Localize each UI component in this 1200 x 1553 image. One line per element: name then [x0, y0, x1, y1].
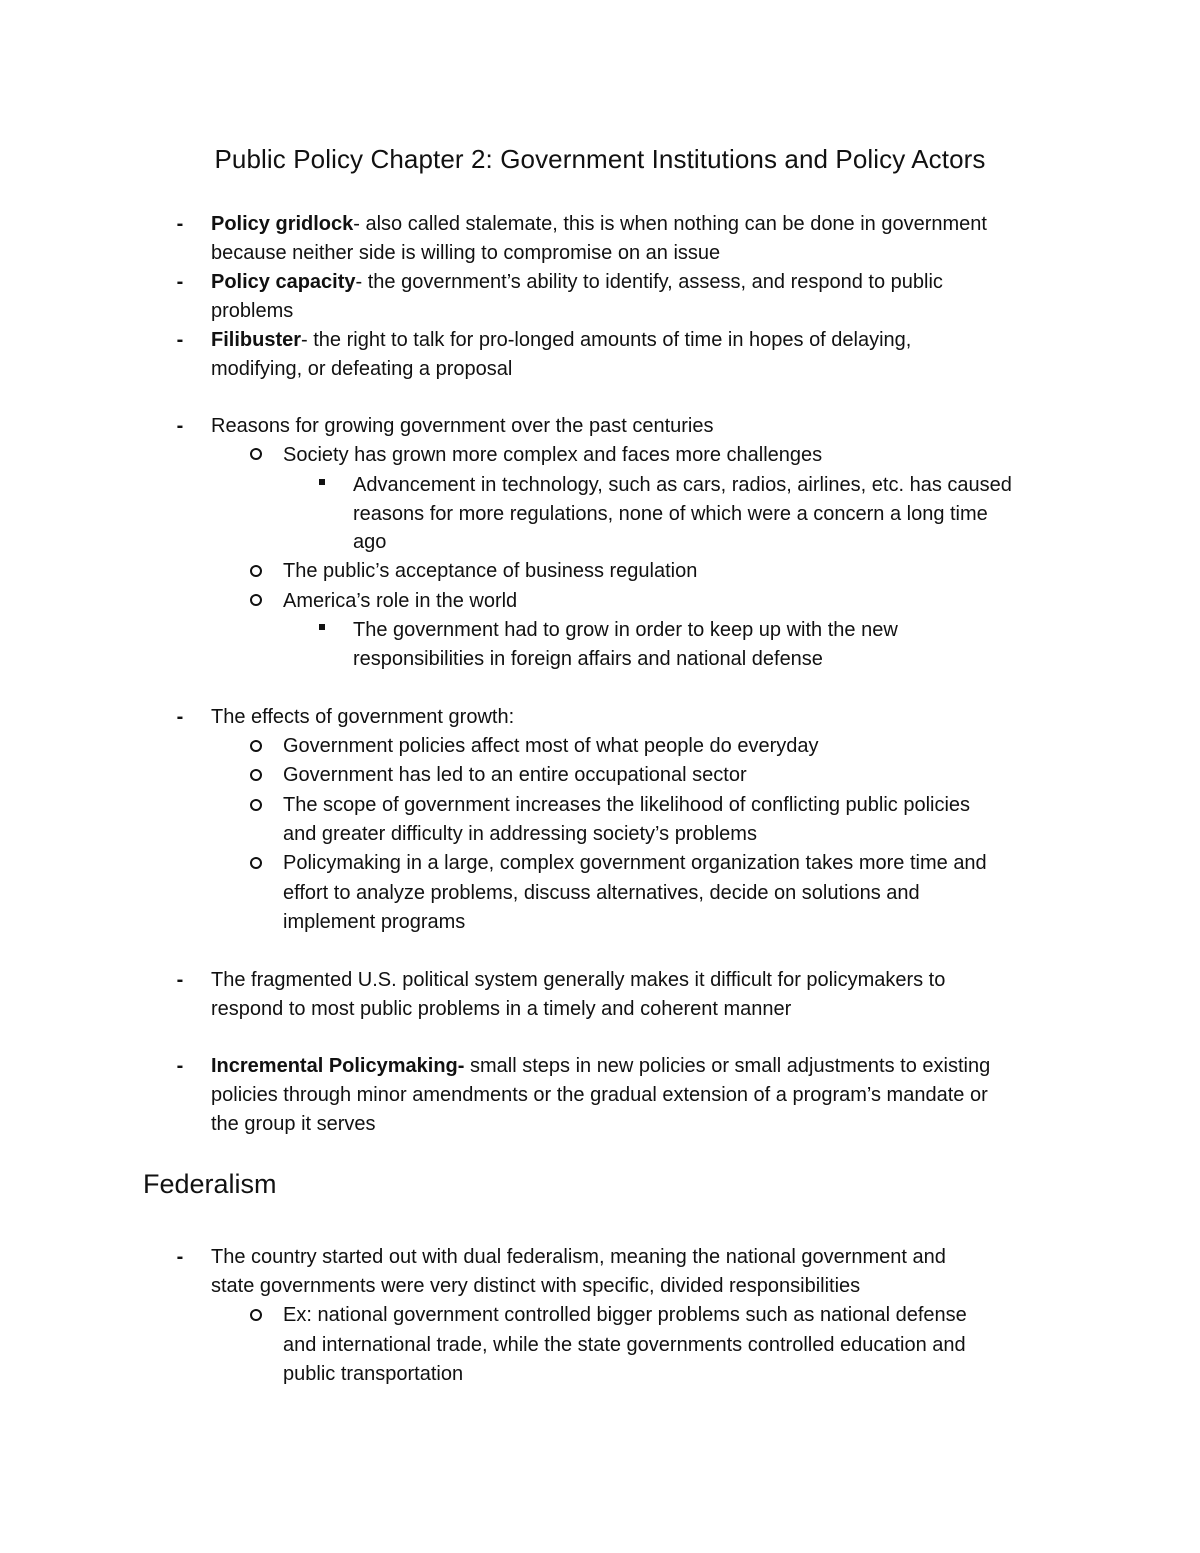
definition-filibuster	[211, 326, 911, 355]
reasons-heading: Reasons for growing government over the past centuries	[211, 415, 714, 437]
circle-bullet-icon	[250, 740, 262, 752]
list-item: Ex: national government controlled bigger problems such as national defense	[283, 1304, 967, 1326]
square-bullet-icon	[319, 479, 325, 485]
definition-text: - also called stalemate, this is when nothing can be done in government	[353, 213, 987, 235]
circle-bullet-icon	[250, 594, 262, 606]
text-line: policies through minor amendments or the gradual extension of a program’s mandate or	[211, 1084, 988, 1106]
text-line: state governments were very distinct with specific, divided responsibilities	[211, 1275, 861, 1297]
circle-bullet-icon	[250, 799, 262, 811]
definition-policy-capacity	[211, 268, 943, 297]
text-line: responsibilities in foreign affairs and national defense	[353, 648, 823, 670]
text-line: The government had to grow in order to keep up with the new	[353, 619, 898, 641]
text-line: The fragmented U.S. political system generally makes it difficult for policymakers to	[211, 969, 946, 991]
circle-bullet-icon	[250, 769, 262, 781]
text-line: problems	[211, 300, 294, 322]
text-line: ago	[353, 531, 387, 553]
list-item: Government has led to an entire occupational sector	[283, 764, 747, 786]
list-item: The scope of government increases the likelihood of conflicting public policies	[283, 794, 971, 816]
bullet-dash: -	[176, 1055, 184, 1077]
term: Incremental Policymaking-	[211, 1055, 465, 1077]
term: Policy gridlock	[211, 213, 354, 235]
definition-text: - the right to talk for pro-longed amounts of time in hopes of delaying,	[301, 329, 912, 351]
term: Filibuster	[211, 329, 302, 351]
text-line: modifying, or defeating a proposal	[211, 358, 513, 380]
text-line: the group it serves	[211, 1113, 376, 1135]
text-line: effort to analyze problems, discuss alternatives, decide on solutions and	[283, 882, 920, 904]
text-line: and international trade, while the state governments controlled education and	[283, 1334, 966, 1356]
section-heading-federalism: Federalism	[143, 1169, 277, 1199]
bullet-dash: -	[176, 1246, 184, 1268]
text-line: respond to most public problems in a timely and coherent manner	[211, 998, 792, 1020]
definition-text: - the government’s ability to identify, assess, and respond to public	[355, 271, 943, 293]
bullet-dash: -	[176, 213, 184, 235]
list-item: Government policies affect most of what people do everyday	[283, 735, 819, 757]
circle-bullet-icon	[250, 857, 262, 869]
list-item: Society has grown more complex and faces more challenges	[283, 444, 823, 466]
definition-policy-gridlock	[211, 210, 987, 239]
text-line: public transportation	[283, 1363, 464, 1385]
term: Policy capacity	[211, 271, 356, 293]
page-title: Public Policy Chapter 2: Government Institutions and Policy Actors	[214, 144, 986, 174]
definition-incremental-policymaking	[211, 1052, 990, 1081]
bullet-dash: -	[176, 969, 184, 991]
circle-bullet-icon	[250, 565, 262, 577]
list-item: The public’s acceptance of business regulation	[283, 560, 698, 582]
list-item: America’s role in the world	[283, 590, 518, 612]
bullet-dash: -	[176, 329, 184, 351]
bullet-dash: -	[176, 271, 184, 293]
text-line: Advancement in technology, such as cars, radios, airlines, etc. has caused	[353, 474, 1012, 496]
bullet-dash: -	[176, 415, 184, 437]
circle-bullet-icon	[250, 1309, 262, 1321]
effects-heading: The effects of government growth:	[211, 706, 515, 728]
text-line: The country started out with dual federalism, meaning the national government and	[211, 1246, 946, 1268]
text-line: and greater difficulty in addressing society’s problems	[283, 823, 757, 845]
text-line: reasons for more regulations, none of which were a concern a long time	[353, 503, 988, 525]
square-bullet-icon	[319, 624, 325, 630]
definition-text: small steps in new policies or small adjustments to existing	[464, 1055, 991, 1077]
bullet-dash: -	[176, 706, 184, 728]
text-line: implement programs	[283, 911, 466, 933]
circle-bullet-icon	[250, 448, 262, 460]
text-line: because neither side is willing to compromise on an issue	[211, 242, 721, 264]
list-item: Policymaking in a large, complex government organization takes more time and	[283, 852, 987, 874]
